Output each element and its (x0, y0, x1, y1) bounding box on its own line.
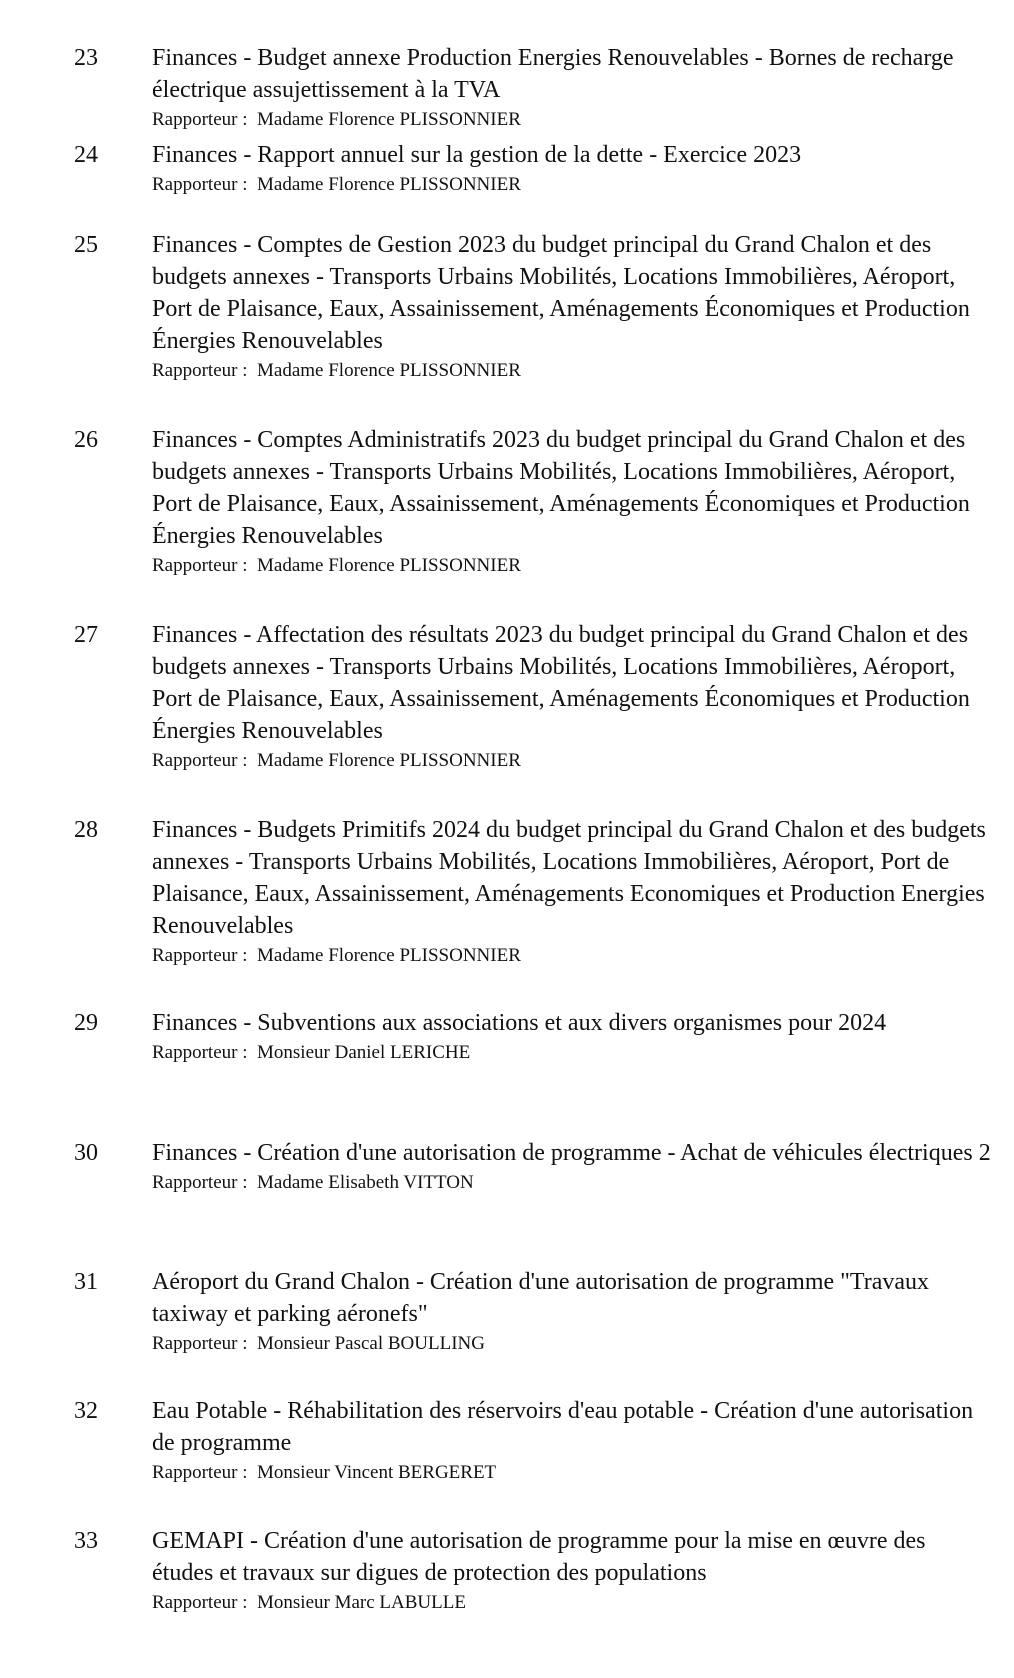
rapporteur-name: Madame Florence PLISSONNIER (257, 750, 521, 771)
agenda-item (0, 1007, 1014, 1137)
item-title: GEMAPI - Création d'une autorisation de programme pour la mise en œuvre des études et travaux sur digues de protection des populations (152, 1528, 926, 1586)
rapporteur-label: Rapporteur : (152, 750, 248, 771)
item-title: Aéroport du Grand Chalon - Création d'une autorisation de programme "Travaux taxiway et parking aéronefs" (152, 1269, 930, 1327)
item-body (152, 814, 992, 968)
item-rapporteur (152, 554, 992, 578)
item-title: Finances - Affectation des résultats 2023 du budget principal du Grand Chalon et des budgets annexes - Transports Urbains Mobilités, Locations Immobilières, Aéroport, Port de Plaisance, Eaux, Assainissement, Aménagements Économiques et Production Énergies Renouvelables (152, 622, 970, 744)
item-rapporteur (152, 1332, 992, 1356)
item-rapporteur (152, 108, 992, 132)
agenda-item (0, 139, 1014, 229)
rapporteur-label: Rapporteur : (152, 1333, 248, 1354)
item-rapporteur (152, 359, 992, 383)
item-number: 28 (74, 817, 98, 843)
agenda-item (0, 424, 1014, 619)
item-number: 29 (74, 1010, 98, 1036)
item-body (152, 619, 992, 773)
agenda-item (0, 1137, 1014, 1266)
agenda-item (0, 42, 1014, 139)
item-number: 33 (74, 1528, 98, 1554)
rapporteur-label: Rapporteur : (152, 1462, 248, 1483)
rapporteur-name: Monsieur Daniel LERICHE (257, 1042, 471, 1063)
rapporteur-label: Rapporteur : (152, 1592, 248, 1613)
item-rapporteur (152, 1041, 992, 1065)
item-title: Finances - Budget annexe Production Energies Renouvelables - Bornes de recharge électrique assujettissement à la TVA (152, 45, 954, 103)
item-rapporteur (152, 749, 992, 773)
rapporteur-label: Rapporteur : (152, 555, 248, 576)
item-title: Finances - Budgets Primitifs 2024 du budget principal du Grand Chalon et des budgets annexes - Transports Urbains Mobilités, Locations Immobilières, Aéroport, Port de Plaisance, Eaux, Assainissement, Aménagements Economiques et Production Energies Renouvelables (152, 817, 986, 939)
rapporteur-name: Madame Florence PLISSONNIER (257, 555, 521, 576)
item-rapporteur (152, 1461, 992, 1485)
rapporteur-label: Rapporteur : (152, 1042, 248, 1063)
agenda-item (0, 1525, 1014, 1625)
item-title: Finances - Comptes de Gestion 2023 du budget principal du Grand Chalon et des budgets annexes - Transports Urbains Mobilités, Locations Immobilières, Aéroport, Port de Plaisance, Eaux, Assainissement, Aménagements Économiques et Production Énergies Renouvelables (152, 232, 970, 354)
rapporteur-name: Monsieur Pascal BOULLING (257, 1333, 485, 1354)
item-body (152, 1266, 992, 1356)
item-rapporteur (152, 173, 992, 197)
item-body (152, 424, 992, 578)
item-body (152, 1525, 992, 1615)
item-rapporteur (152, 1591, 992, 1615)
item-body (152, 229, 992, 383)
item-body (152, 42, 992, 132)
item-number: 26 (74, 427, 98, 453)
rapporteur-name: Monsieur Vincent BERGERET (257, 1462, 497, 1483)
agenda-list (0, 42, 1014, 1625)
item-rapporteur (152, 944, 992, 968)
agenda-item (0, 619, 1014, 814)
rapporteur-name: Madame Florence PLISSONNIER (257, 174, 521, 195)
rapporteur-label: Rapporteur : (152, 360, 248, 381)
item-title: Finances - Création d'une autorisation de programme - Achat de véhicules électriques 2 (152, 1140, 991, 1166)
rapporteur-name: Madame Elisabeth VITTON (257, 1172, 474, 1193)
agenda-item (0, 229, 1014, 424)
item-number: 27 (74, 622, 98, 648)
item-number: 24 (74, 142, 98, 168)
rapporteur-label: Rapporteur : (152, 1172, 248, 1193)
agenda-item (0, 814, 1014, 1007)
item-title: Eau Potable - Réhabilitation des réservoirs d'eau potable - Création d'une autorisation de programme (152, 1398, 974, 1456)
item-number: 32 (74, 1398, 98, 1424)
rapporteur-name: Monsieur Marc LABULLE (257, 1592, 466, 1613)
rapporteur-label: Rapporteur : (152, 945, 248, 966)
item-number: 23 (74, 45, 98, 71)
item-body (152, 1137, 992, 1195)
rapporteur-name: Madame Florence PLISSONNIER (257, 109, 521, 130)
item-title: Finances - Subventions aux associations et aux divers organismes pour 2024 (152, 1010, 887, 1036)
item-title: Finances - Rapport annuel sur la gestion de la dette - Exercice 2023 (152, 142, 802, 168)
rapporteur-label: Rapporteur : (152, 109, 248, 130)
item-body (152, 1007, 992, 1065)
agenda-item (0, 1395, 1014, 1525)
rapporteur-name: Madame Florence PLISSONNIER (257, 360, 521, 381)
item-title: Finances - Comptes Administratifs 2023 du budget principal du Grand Chalon et des budgets annexes - Transports Urbains Mobilités, Locations Immobilières, Aéroport, Port de Plaisance, Eaux, Assainissement, Aménagements Économiques et Production Énergies Renouvelables (152, 427, 970, 549)
rapporteur-label: Rapporteur : (152, 174, 248, 195)
rapporteur-name: Madame Florence PLISSONNIER (257, 945, 521, 966)
item-body (152, 1395, 992, 1485)
item-number: 31 (74, 1269, 98, 1295)
agenda-item (0, 1266, 1014, 1395)
item-rapporteur (152, 1171, 992, 1195)
item-number: 25 (74, 232, 98, 258)
item-number: 30 (74, 1140, 98, 1166)
item-body (152, 139, 992, 197)
